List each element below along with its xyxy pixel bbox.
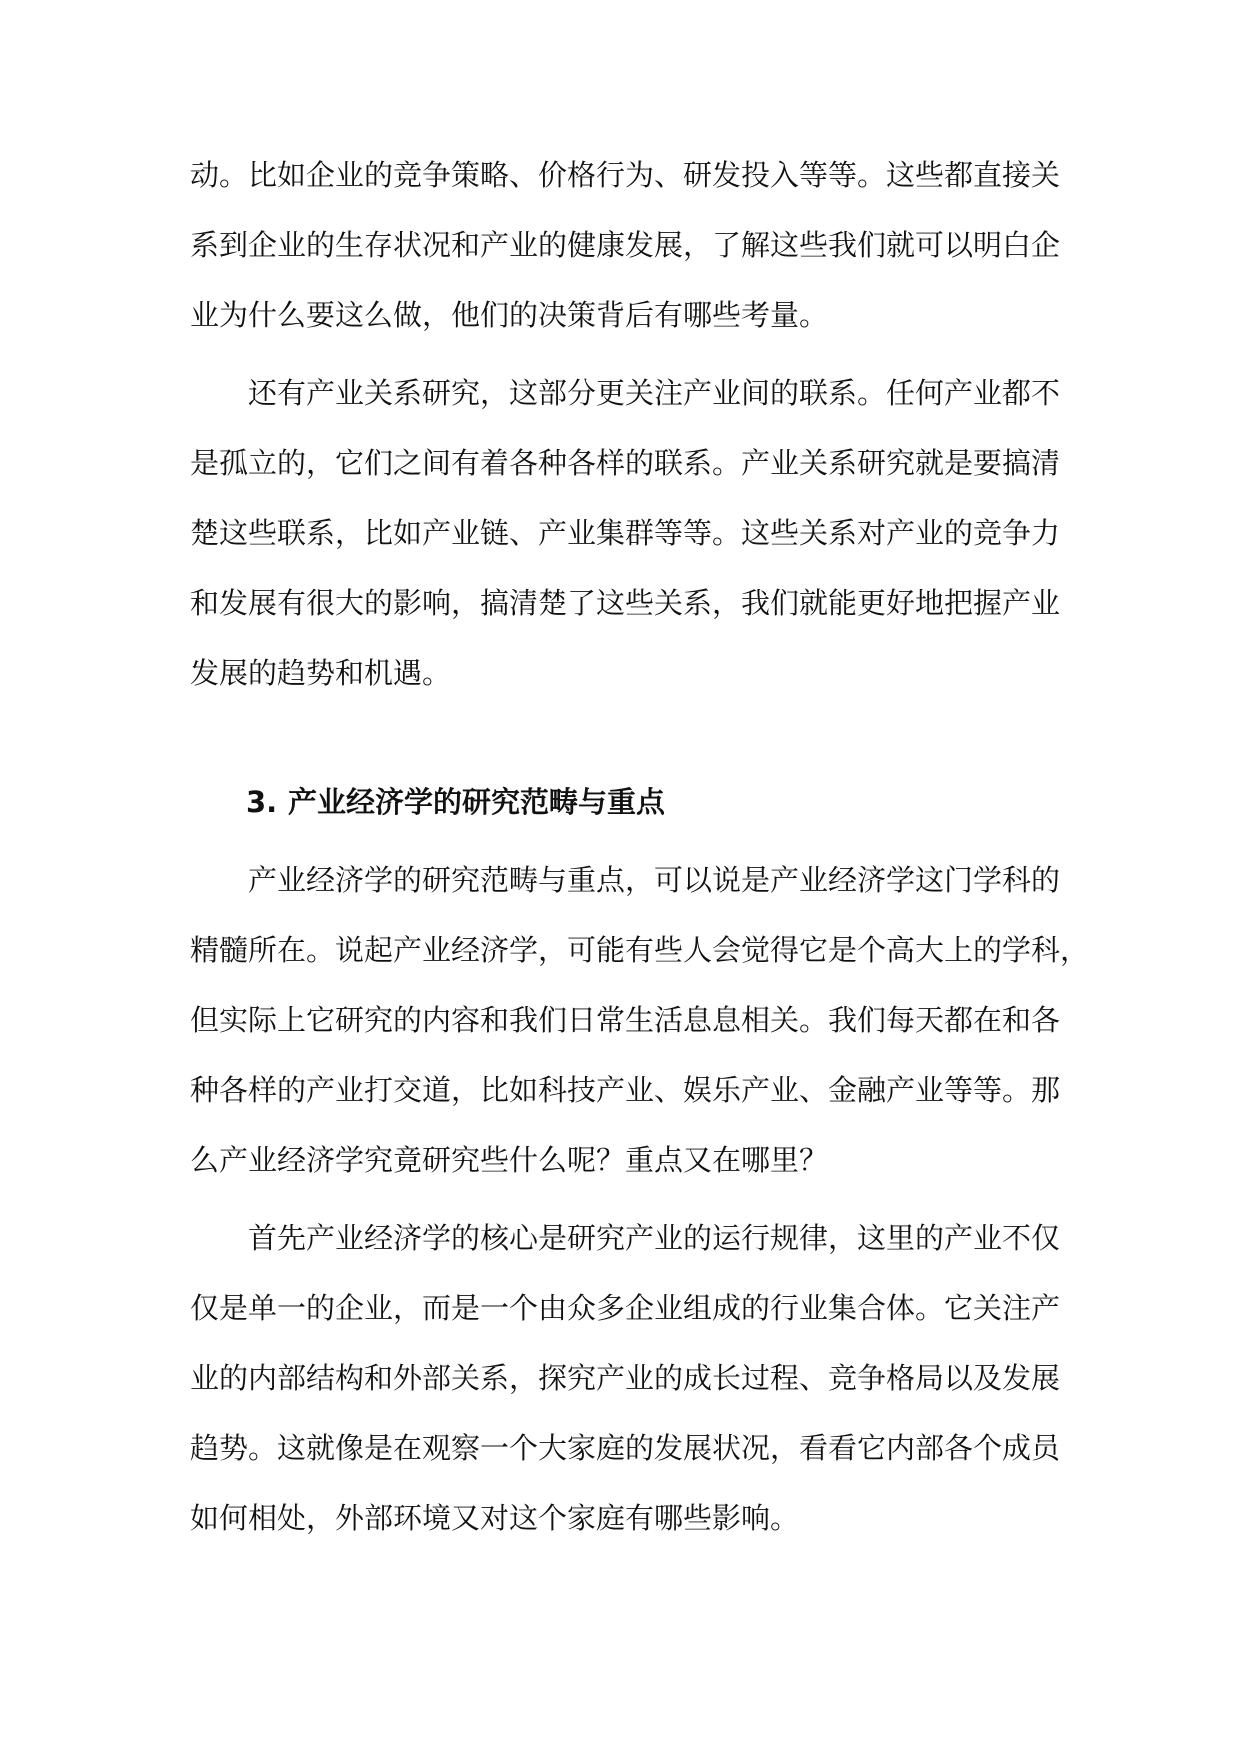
- paragraph-line: 业的内部结构和外部关系，探究产业的成长过程、竞争格局以及发展: [190, 1361, 1061, 1395]
- section-title: 产业经济学的研究范畴与重点: [288, 785, 666, 819]
- paragraph-line: 业为什么要这么做，他们的决策背后有哪些考量。: [190, 298, 829, 332]
- paragraph-line: 还有产业关系研究，这部分更关注产业间的联系。任何产业都不: [248, 376, 1061, 410]
- paragraph-line: 种各样的产业打交道，比如科技产业、娱乐产业、金融产业等等。那: [190, 1073, 1061, 1107]
- paragraph-line: 产业经济学的研究范畴与重点，可以说是产业经济学这门学科的: [248, 863, 1061, 897]
- paragraph-line: 系到企业的生存状况和产业的健康发展，了解这些我们就可以明白企: [190, 228, 1061, 262]
- paragraph-line: 如何相处，外部环境又对这个家庭有哪些影响。: [190, 1501, 800, 1535]
- paragraph-line: 趋势。这就像是在观察一个大家庭的发展状况，看看它内部各个成员: [190, 1431, 1061, 1465]
- section-number: 3.: [246, 785, 278, 819]
- paragraph-line: 发展的趋势和机遇。: [190, 656, 452, 690]
- paragraph-line: 和发展有很大的影响，搞清楚了这些关系，我们就能更好地把握产业: [190, 586, 1061, 620]
- paragraph-line: 但实际上它研究的内容和我们日常生活息息相关。我们每天都在和各: [190, 1003, 1061, 1037]
- paragraph-line: 仅是单一的企业，而是一个由众多企业组成的行业集合体。它关注产: [190, 1291, 1061, 1325]
- paragraph-line: 楚这些联系，比如产业链、产业集群等等。这些关系对产业的竞争力: [190, 516, 1061, 550]
- section-heading: [246, 782, 665, 822]
- paragraph-line: 么产业经济学究竟研究些什么呢？重点又在哪里？: [190, 1143, 829, 1177]
- paragraph-line: 精髓所在。说起产业经济学，可能有些人会觉得它是个高大上的学科，: [190, 933, 1090, 967]
- paragraph-line: 首先产业经济学的核心是研究产业的运行规律，这里的产业不仅: [248, 1221, 1061, 1255]
- paragraph-line: 是孤立的，它们之间有着各种各样的联系。产业关系研究就是要搞清: [190, 446, 1061, 480]
- paragraph-line: 动。比如企业的竞争策略、价格行为、研发投入等等。这些都直接关: [190, 158, 1061, 192]
